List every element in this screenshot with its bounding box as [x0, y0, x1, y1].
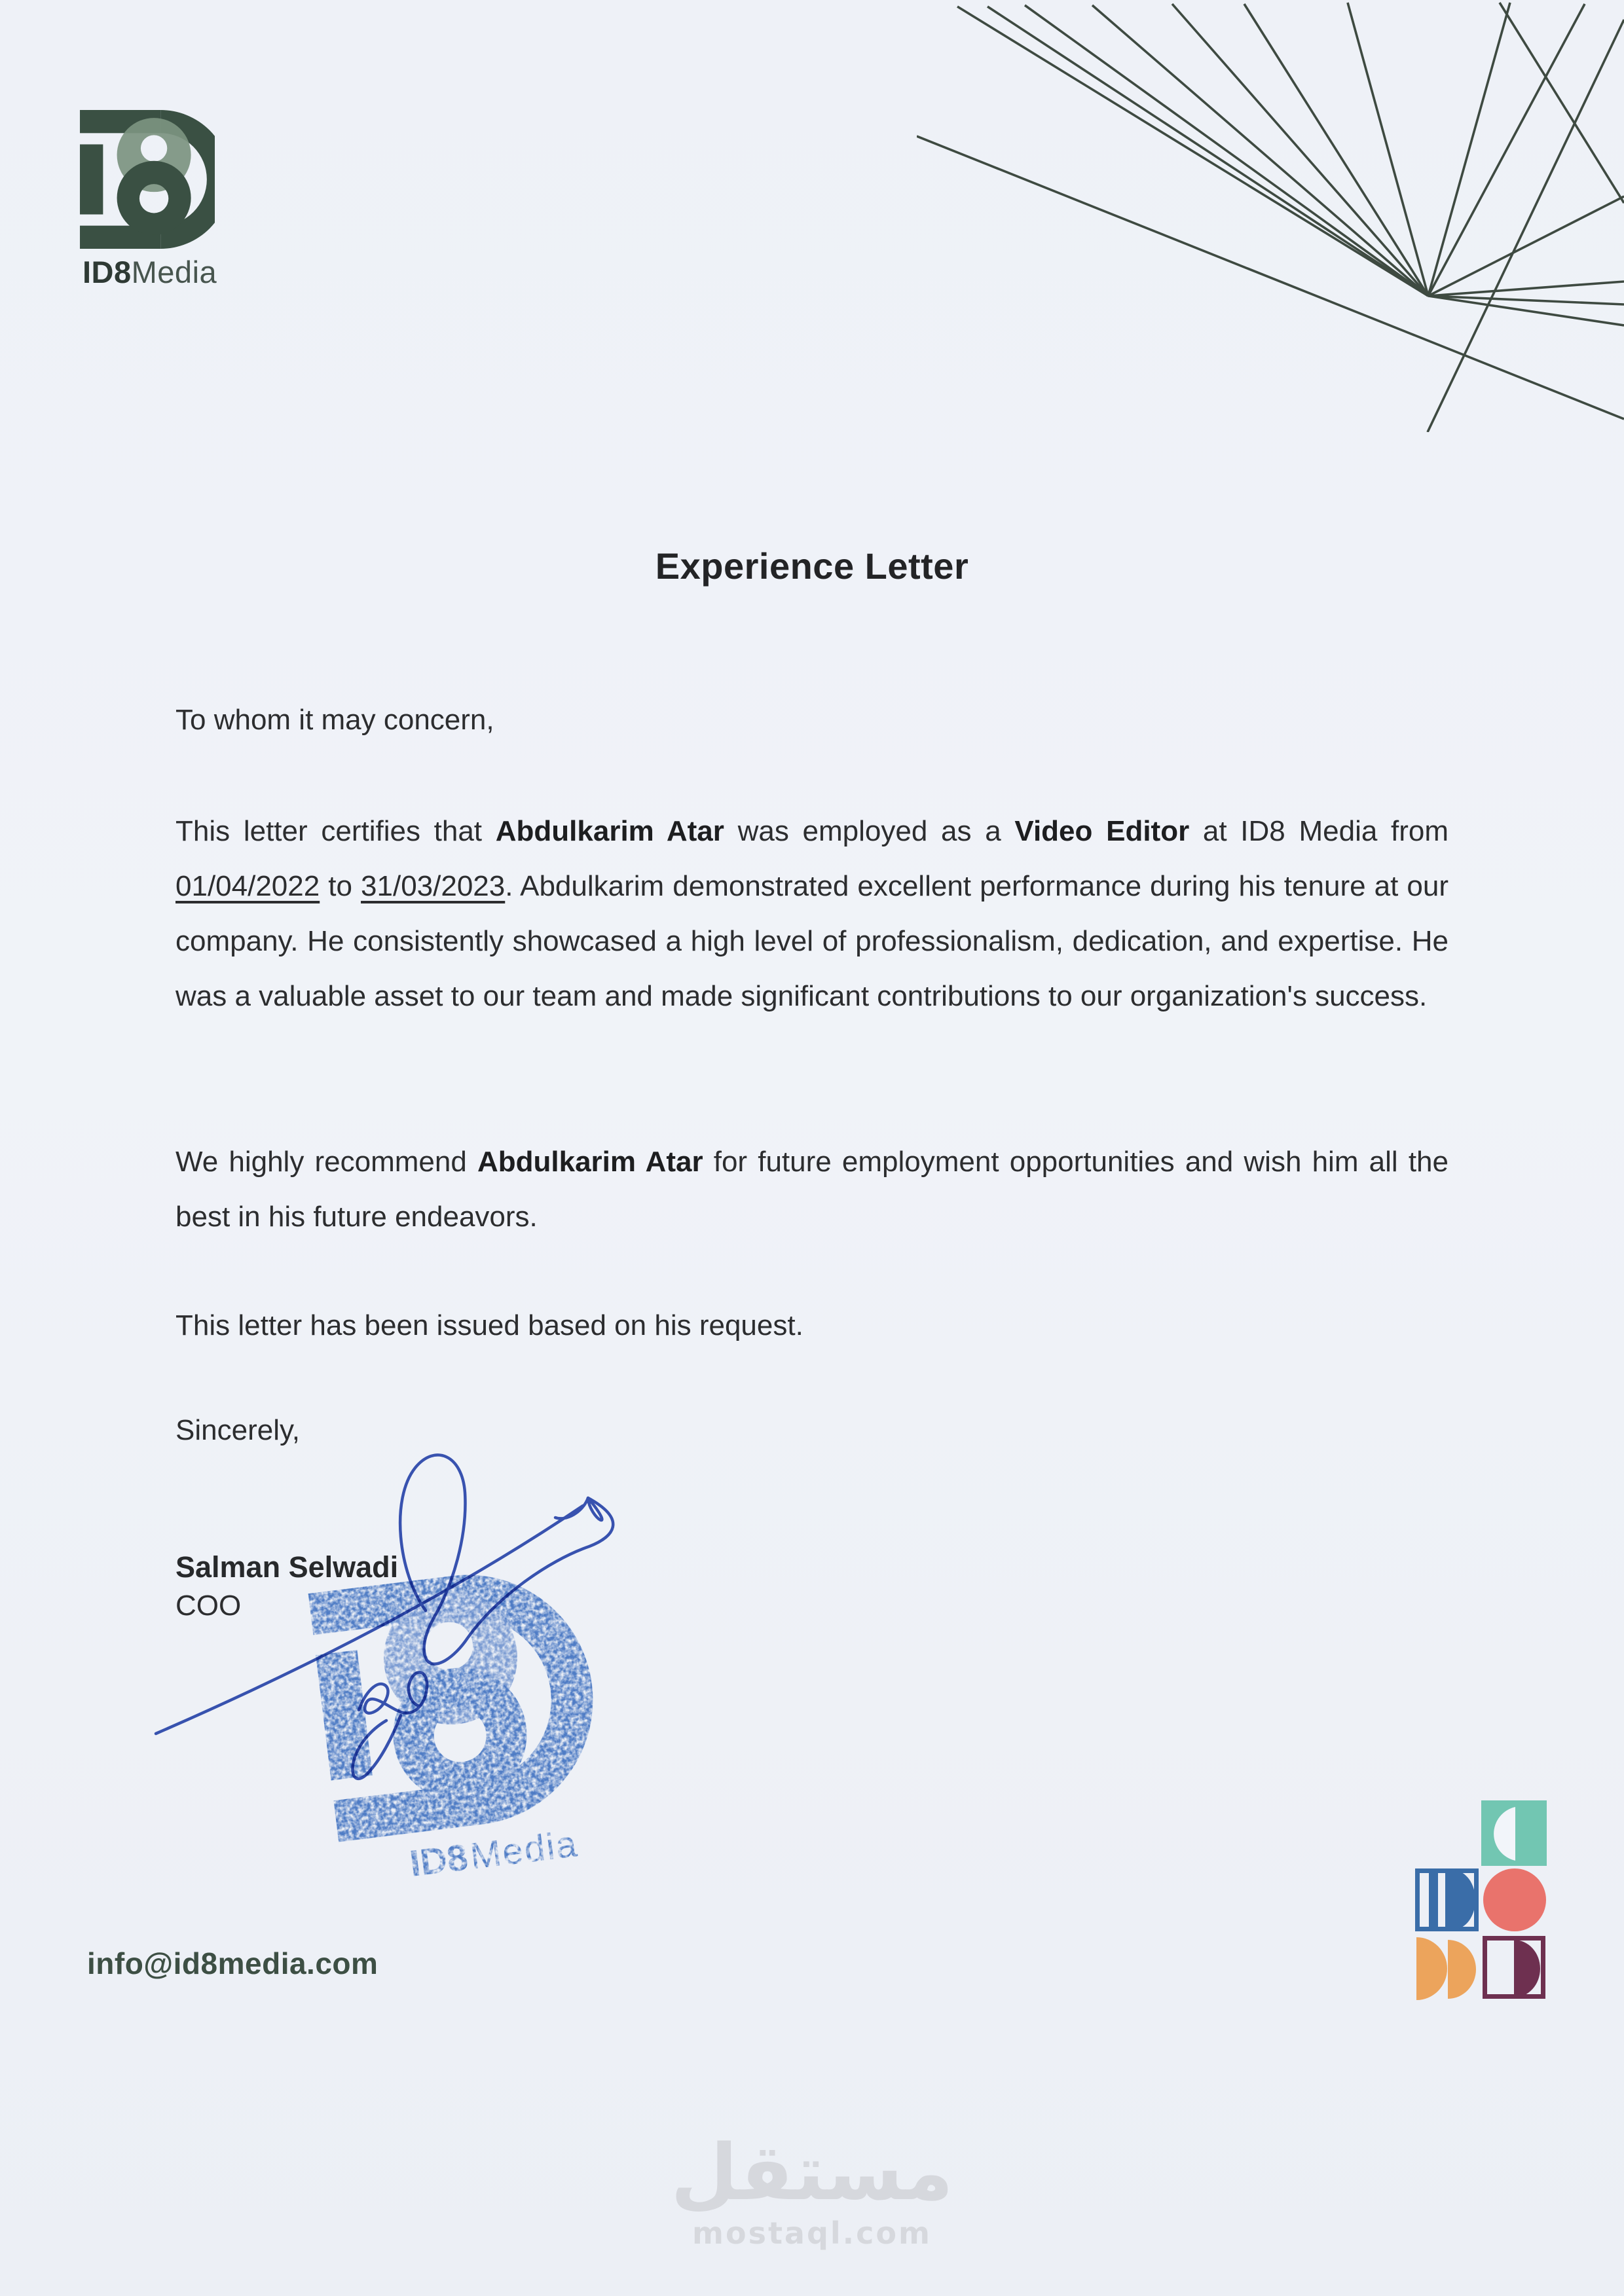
brand-wordmark-bold: ID8: [83, 255, 132, 289]
text-run: at ID8 Media from: [1189, 815, 1449, 847]
paragraph-recommendation: [175, 1135, 1449, 1245]
mostaql-watermark-domain: mostaql.com: [692, 2215, 932, 2251]
text-run: to: [320, 870, 361, 902]
contact-email: info@id8media.com: [87, 1946, 378, 1980]
signer-name: Salman Selwadi: [175, 1550, 399, 1584]
stamp-wordmark: [407, 1823, 580, 1885]
id8-media-logo: [80, 110, 215, 249]
salutation: To whom it may concern,: [175, 704, 494, 736]
mosaic-logo: [1414, 1800, 1547, 2002]
stamp-wordmark-light: Media: [468, 1823, 581, 1878]
text-run: Video Editor: [1014, 815, 1190, 847]
text-run: . Abdulkarim demonstrated excellent performance during his tenure at our company. He consistently showcased a high level of professionalism, dedication, and expertise. He was a valuable asset to our team and made significant contributions to our organization's success.: [175, 870, 1449, 1012]
text-run: This letter has been issued based on his request.: [175, 1309, 803, 1341]
stamp-wordmark-bold: ID8: [407, 1836, 471, 1885]
text-run: 01/04/2022: [175, 870, 320, 902]
closing: Sincerely,: [175, 1414, 300, 1446]
paragraph-request: [175, 1298, 1449, 1353]
geometric-lines-art: [917, 0, 1624, 432]
text-run: for future employment opportunities and wish him all the best in his future endeavors.: [175, 1146, 1449, 1233]
paragraph-employment: [175, 804, 1449, 1024]
brand-wordmark: [83, 254, 217, 290]
text-run: Abdulkarim Atar: [495, 815, 724, 847]
handwritten-signature: [131, 1408, 753, 1800]
text-run: 31/03/2023: [361, 870, 506, 902]
signer-title: COO: [175, 1590, 242, 1622]
text-run: was employed as a: [724, 815, 1015, 847]
text-run: Abdulkarim Atar: [477, 1146, 703, 1178]
brand-wordmark-light: Media: [131, 255, 217, 289]
mostaql-watermark-arabic: مستقل: [671, 2127, 953, 2217]
text-run: This letter certifies that: [175, 815, 496, 847]
text-run: We highly recommend: [175, 1146, 477, 1178]
letter-title: Experience Letter: [655, 545, 969, 587]
